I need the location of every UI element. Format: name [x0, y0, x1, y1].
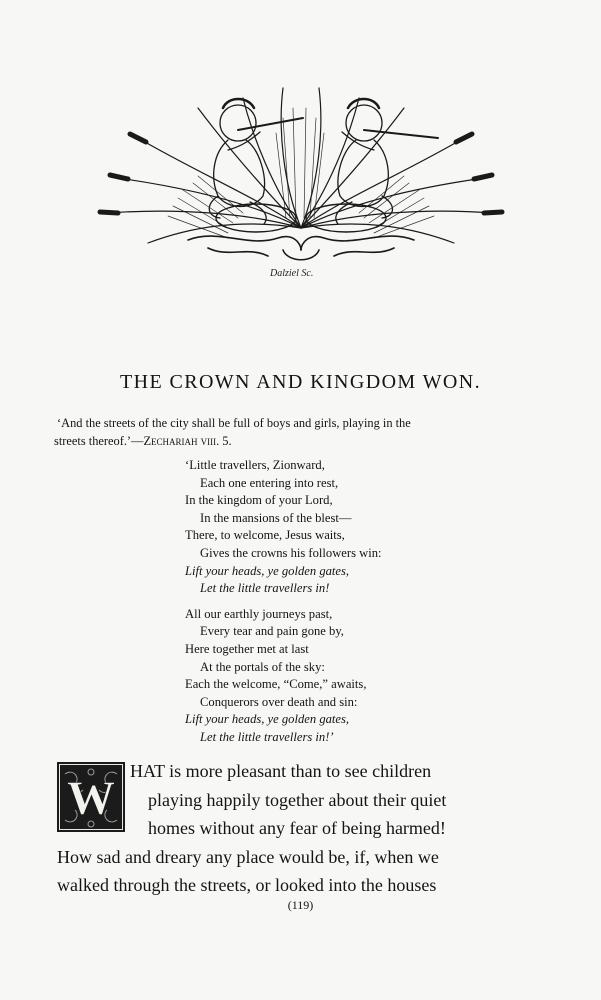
- poem-line: ‘Little travellers, Zionward,: [185, 458, 325, 472]
- poem-line: Each one entering into rest,: [200, 475, 339, 490]
- poem: [185, 457, 505, 755]
- poem-line: Lift your heads, ye golden gates,: [185, 712, 350, 727]
- epigraph-line-1: ‘And the streets of the city shall be full of boys and girls, playing in the: [57, 416, 411, 430]
- prose-line: homes without any fear of being harmed!: [148, 818, 446, 839]
- poem-line: There, to welcome, Jesus waits,: [185, 528, 345, 543]
- prose-line: walked through the streets, or looked into the houses: [57, 875, 437, 896]
- poem-stanza-2: [185, 606, 505, 747]
- poem-stanza-1: [185, 457, 505, 598]
- drop-cap-letter: W: [67, 772, 115, 825]
- epigraph-line-2: [54, 432, 547, 450]
- prose-paragraph: [57, 757, 543, 900]
- vignette-signature: Dalziel Sc.: [270, 268, 314, 279]
- poem-line: Each the welcome, “Come,” awaits,: [185, 677, 367, 692]
- chapter-title: THE CROWN AND KINGDOM WON.: [119, 371, 481, 393]
- prose-line: HAT is more pleasant than to see children: [130, 761, 432, 781]
- epigraph-reference: Zechariah viii. 5.: [143, 434, 232, 448]
- poem-line: Let the little travellers in!’: [200, 729, 334, 744]
- poem-line: Lift your heads, ye golden gates,: [185, 563, 350, 578]
- poem-line: In the mansions of the blest—: [200, 510, 352, 525]
- prose-line: playing happily together about their quiet: [148, 789, 447, 810]
- poem-line: Conquerors over death and sin:: [200, 694, 358, 709]
- prose-line: How sad and dreary any place would be, if, when we: [57, 846, 439, 867]
- poem-line: All our earthly journeys past,: [185, 606, 333, 621]
- poem-line: Gives the crowns his followers win:: [200, 545, 382, 560]
- poem-line: Here together met at last: [185, 641, 309, 656]
- cherubs-vignette-illustration: [78, 78, 524, 282]
- poem-line: At the portals of the sky:: [200, 659, 325, 674]
- poem-line: Let the little travellers in!: [200, 581, 330, 596]
- epigraph-line-2-text: streets thereof.’—: [54, 434, 144, 448]
- poem-line: Every tear and pain gone by,: [200, 624, 344, 639]
- page-number: (119): [287, 898, 314, 912]
- epigraph: [54, 414, 547, 450]
- poem-line: In the kingdom of your Lord,: [185, 493, 333, 508]
